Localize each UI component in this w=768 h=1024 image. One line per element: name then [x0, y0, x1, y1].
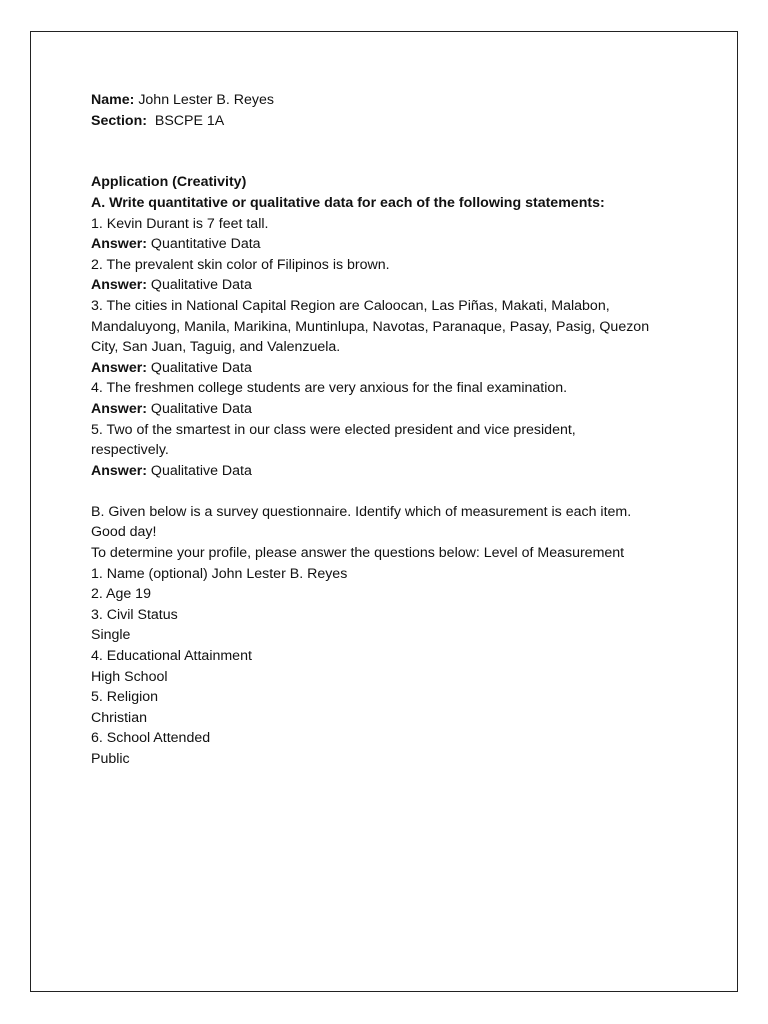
part-a-instruction: A. Write quantitative or qualitative data for each of the following statements:	[91, 194, 605, 211]
document-page	[30, 31, 738, 992]
spacer	[91, 481, 711, 502]
spacer	[91, 152, 711, 173]
answer-label: Answer:	[91, 277, 147, 294]
answer-label: Answer:	[91, 359, 147, 376]
name-label: Name:	[91, 92, 135, 108]
answer-5	[91, 461, 711, 482]
survey-line: High School	[91, 668, 168, 685]
name-line	[91, 90, 711, 111]
spacer	[91, 131, 711, 152]
survey-line: 6. School Attended	[91, 730, 211, 747]
part-b-greeting: Good day!	[91, 524, 157, 541]
answer-value: Qualitative Data	[146, 462, 252, 479]
answer-label: Answer:	[91, 400, 147, 417]
survey-line: Public	[91, 751, 130, 767]
document-body	[91, 90, 711, 770]
survey-line: Single	[91, 627, 131, 644]
answer-label: Answer:	[91, 462, 147, 479]
answer-value: Qualitative Data	[146, 277, 252, 294]
answer-2	[91, 275, 711, 296]
question-2: 2. The prevalent skin color of Filipinos is brown.	[91, 256, 390, 273]
section-line	[91, 111, 711, 132]
question-4: 4. The freshmen college students are very anxious for the final examination.	[91, 380, 568, 397]
part-a-title: Application (Creativity)	[91, 174, 247, 191]
answer-4	[91, 399, 711, 420]
survey-line: 2. Age 19	[91, 586, 151, 603]
answer-value: Qualitative Data	[146, 400, 252, 417]
part-b-prompt: To determine your profile, please answer the questions below: Level of Measurement	[91, 545, 625, 562]
answer-value: Qualitative Data	[146, 359, 252, 376]
survey-line: 4. Educational Attainment	[91, 648, 252, 665]
question-5: 5. Two of the smartest in our class were elected president and vice president, respectively.	[91, 421, 576, 459]
survey-line: 5. Religion	[91, 689, 159, 706]
answer-1	[91, 234, 711, 255]
answer-value: Quantitative Data	[146, 236, 261, 253]
answer-label: Answer:	[91, 236, 147, 253]
question-3: 3. The cities in National Capital Region are Caloocan, Las Piñas, Makati, Malabon, Mandaluyong, Manila, Marikina, Muntinlupa, Navotas, Paranaque, Pasay, Pasig, Quezon City, San Juan, Taguig, and Valenzuela.	[91, 297, 650, 356]
question-1: 1. Kevin Durant is 7 feet tall.	[91, 215, 269, 232]
section-value: BSCPE 1A	[146, 112, 225, 129]
name-value: John Lester B. Reyes	[134, 92, 274, 108]
section-label: Section:	[91, 112, 147, 129]
part-b-instruction: B. Given below is a survey questionnaire. Identify which of measurement is each item.	[91, 503, 632, 520]
answer-3	[91, 358, 711, 379]
survey-line: 3. Civil Status	[91, 606, 178, 623]
survey-line: 1. Name (optional) John Lester B. Reyes	[91, 565, 348, 582]
survey-line: Christian	[91, 709, 147, 726]
